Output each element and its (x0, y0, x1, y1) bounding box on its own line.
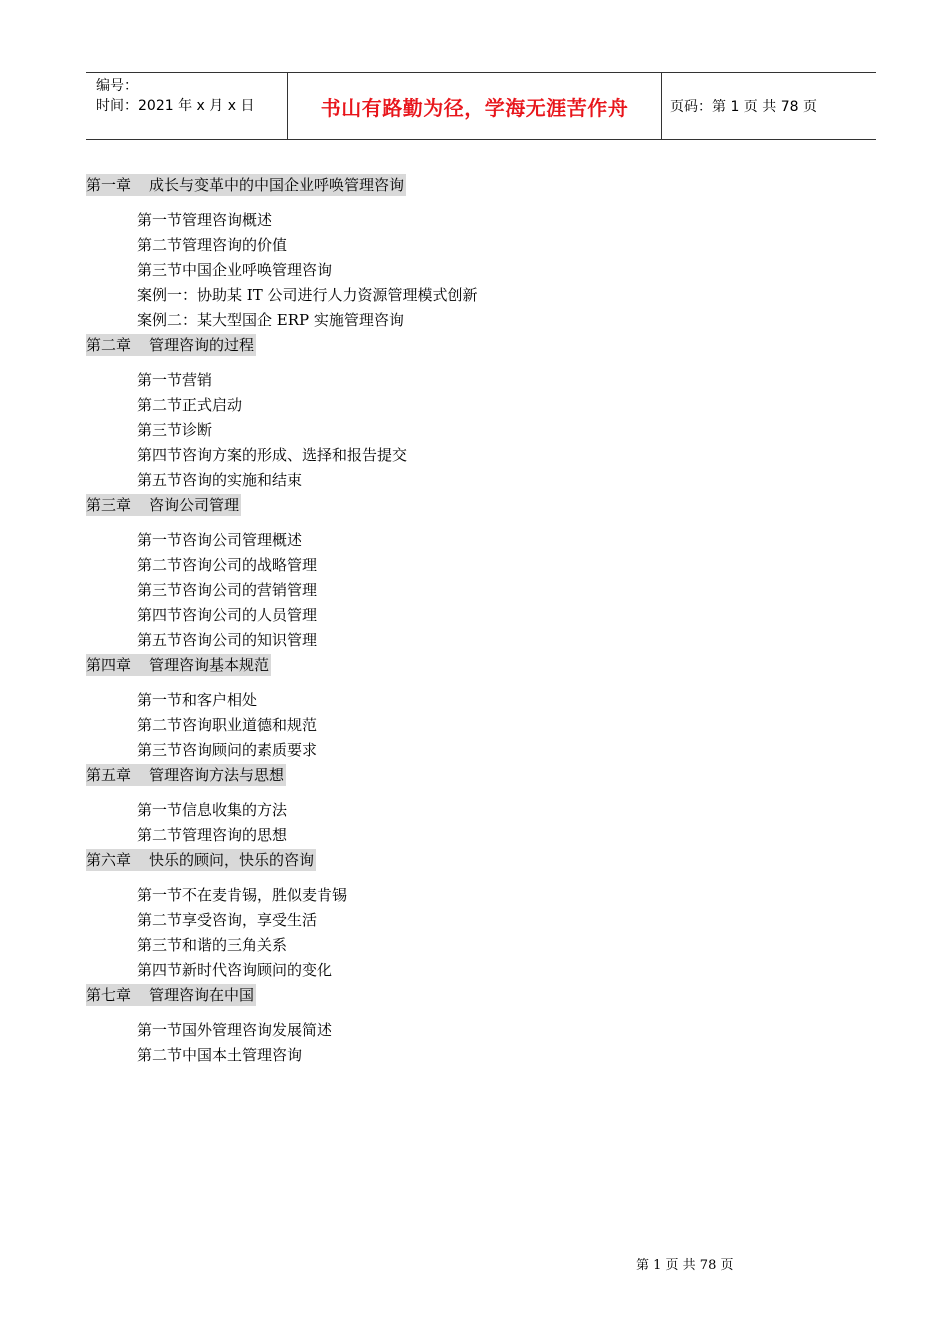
chapter-number: 第三章 (86, 496, 132, 514)
header-page-info: 页码：第 1 页 共 78 页 (670, 99, 817, 115)
chapter-number: 第五章 (86, 766, 132, 784)
chapter-title: 管理咨询在中国 (149, 986, 255, 1004)
section-entry: 第四节咨询公司的人员管理 (137, 606, 318, 624)
section-entry: 第一节管理咨询概述 (137, 211, 273, 229)
section-entry: 第一节信息收集的方法 (137, 801, 288, 819)
chapter-number: 第七章 (86, 986, 132, 1004)
chapter-heading (86, 334, 256, 356)
section-entry: 第一节咨询公司管理概述 (137, 531, 303, 549)
section-entry: 第二节享受咨询，享受生活 (137, 911, 318, 929)
chapter-number: 第一章 (86, 176, 132, 194)
header-motto: 书山有路勤为径，学海无涯苦作舟 (320, 95, 629, 120)
chapter-title: 成长与变革中的中国企业呼唤管理咨询 (149, 176, 405, 194)
section-entry: 第三节诊断 (137, 421, 213, 439)
section-entry: 第三节咨询顾问的素质要求 (137, 741, 318, 759)
header-motto-cell (288, 73, 662, 139)
section-entry: 第五节咨询的实施和结束 (137, 471, 303, 489)
chapter-title: 管理咨询方法与思想 (149, 766, 285, 784)
chapter-number: 第六章 (86, 851, 132, 869)
chapter-heading (86, 654, 271, 676)
page-footer: 第 1 页 共 78 页 (636, 1258, 734, 1273)
document-number-label: 编号： (96, 78, 138, 94)
section-entry: 第二节咨询公司的战略管理 (137, 556, 318, 574)
section-entry: 第一节不在麦肯锡，胜似麦肯锡 (137, 886, 348, 904)
section-entry: 第三节和谐的三角关系 (137, 936, 288, 954)
chapter-heading (86, 494, 241, 516)
section-entry: 第三节中国企业呼唤管理咨询 (137, 261, 333, 279)
section-entry: 第二节中国本土管理咨询 (137, 1046, 303, 1064)
header-page-info-cell (662, 73, 876, 139)
chapter-number: 第四章 (86, 656, 132, 674)
chapter-heading (86, 984, 256, 1006)
chapter-number: 第二章 (86, 336, 132, 354)
section-entry: 第三节咨询公司的营销管理 (137, 581, 318, 599)
chapter-heading (86, 849, 316, 871)
section-entry: 第二节管理咨询的价值 (137, 236, 288, 254)
section-entry: 第四节新时代咨询顾问的变化 (137, 961, 333, 979)
document-time-label: 时间：2021 年 x 月 x 日 (96, 98, 255, 114)
chapter-title: 管理咨询基本规范 (149, 656, 270, 674)
section-entry: 第二节管理咨询的思想 (137, 826, 288, 844)
page-header (86, 72, 876, 140)
section-entry: 案例一：协助某 IT 公司进行人力资源管理模式创新 (137, 286, 478, 304)
chapter-heading (86, 764, 286, 786)
chapter-title: 快乐的顾问，快乐的咨询 (149, 851, 315, 869)
chapter-title: 咨询公司管理 (149, 496, 240, 514)
chapter-heading (86, 174, 406, 196)
section-entry: 第五节咨询公司的知识管理 (137, 631, 318, 649)
section-entry: 第一节营销 (137, 371, 213, 389)
section-entry: 第二节咨询职业道德和规范 (137, 716, 318, 734)
section-entry: 案例二：某大型国企 ERP 实施管理咨询 (137, 311, 404, 329)
section-entry: 第一节和客户相处 (137, 691, 258, 709)
header-meta (86, 73, 288, 139)
section-entry: 第一节国外管理咨询发展简述 (137, 1021, 333, 1039)
chapter-title: 管理咨询的过程 (149, 336, 255, 354)
section-entry: 第二节正式启动 (137, 396, 243, 414)
section-entry: 第四节咨询方案的形成、选择和报告提交 (137, 446, 408, 464)
